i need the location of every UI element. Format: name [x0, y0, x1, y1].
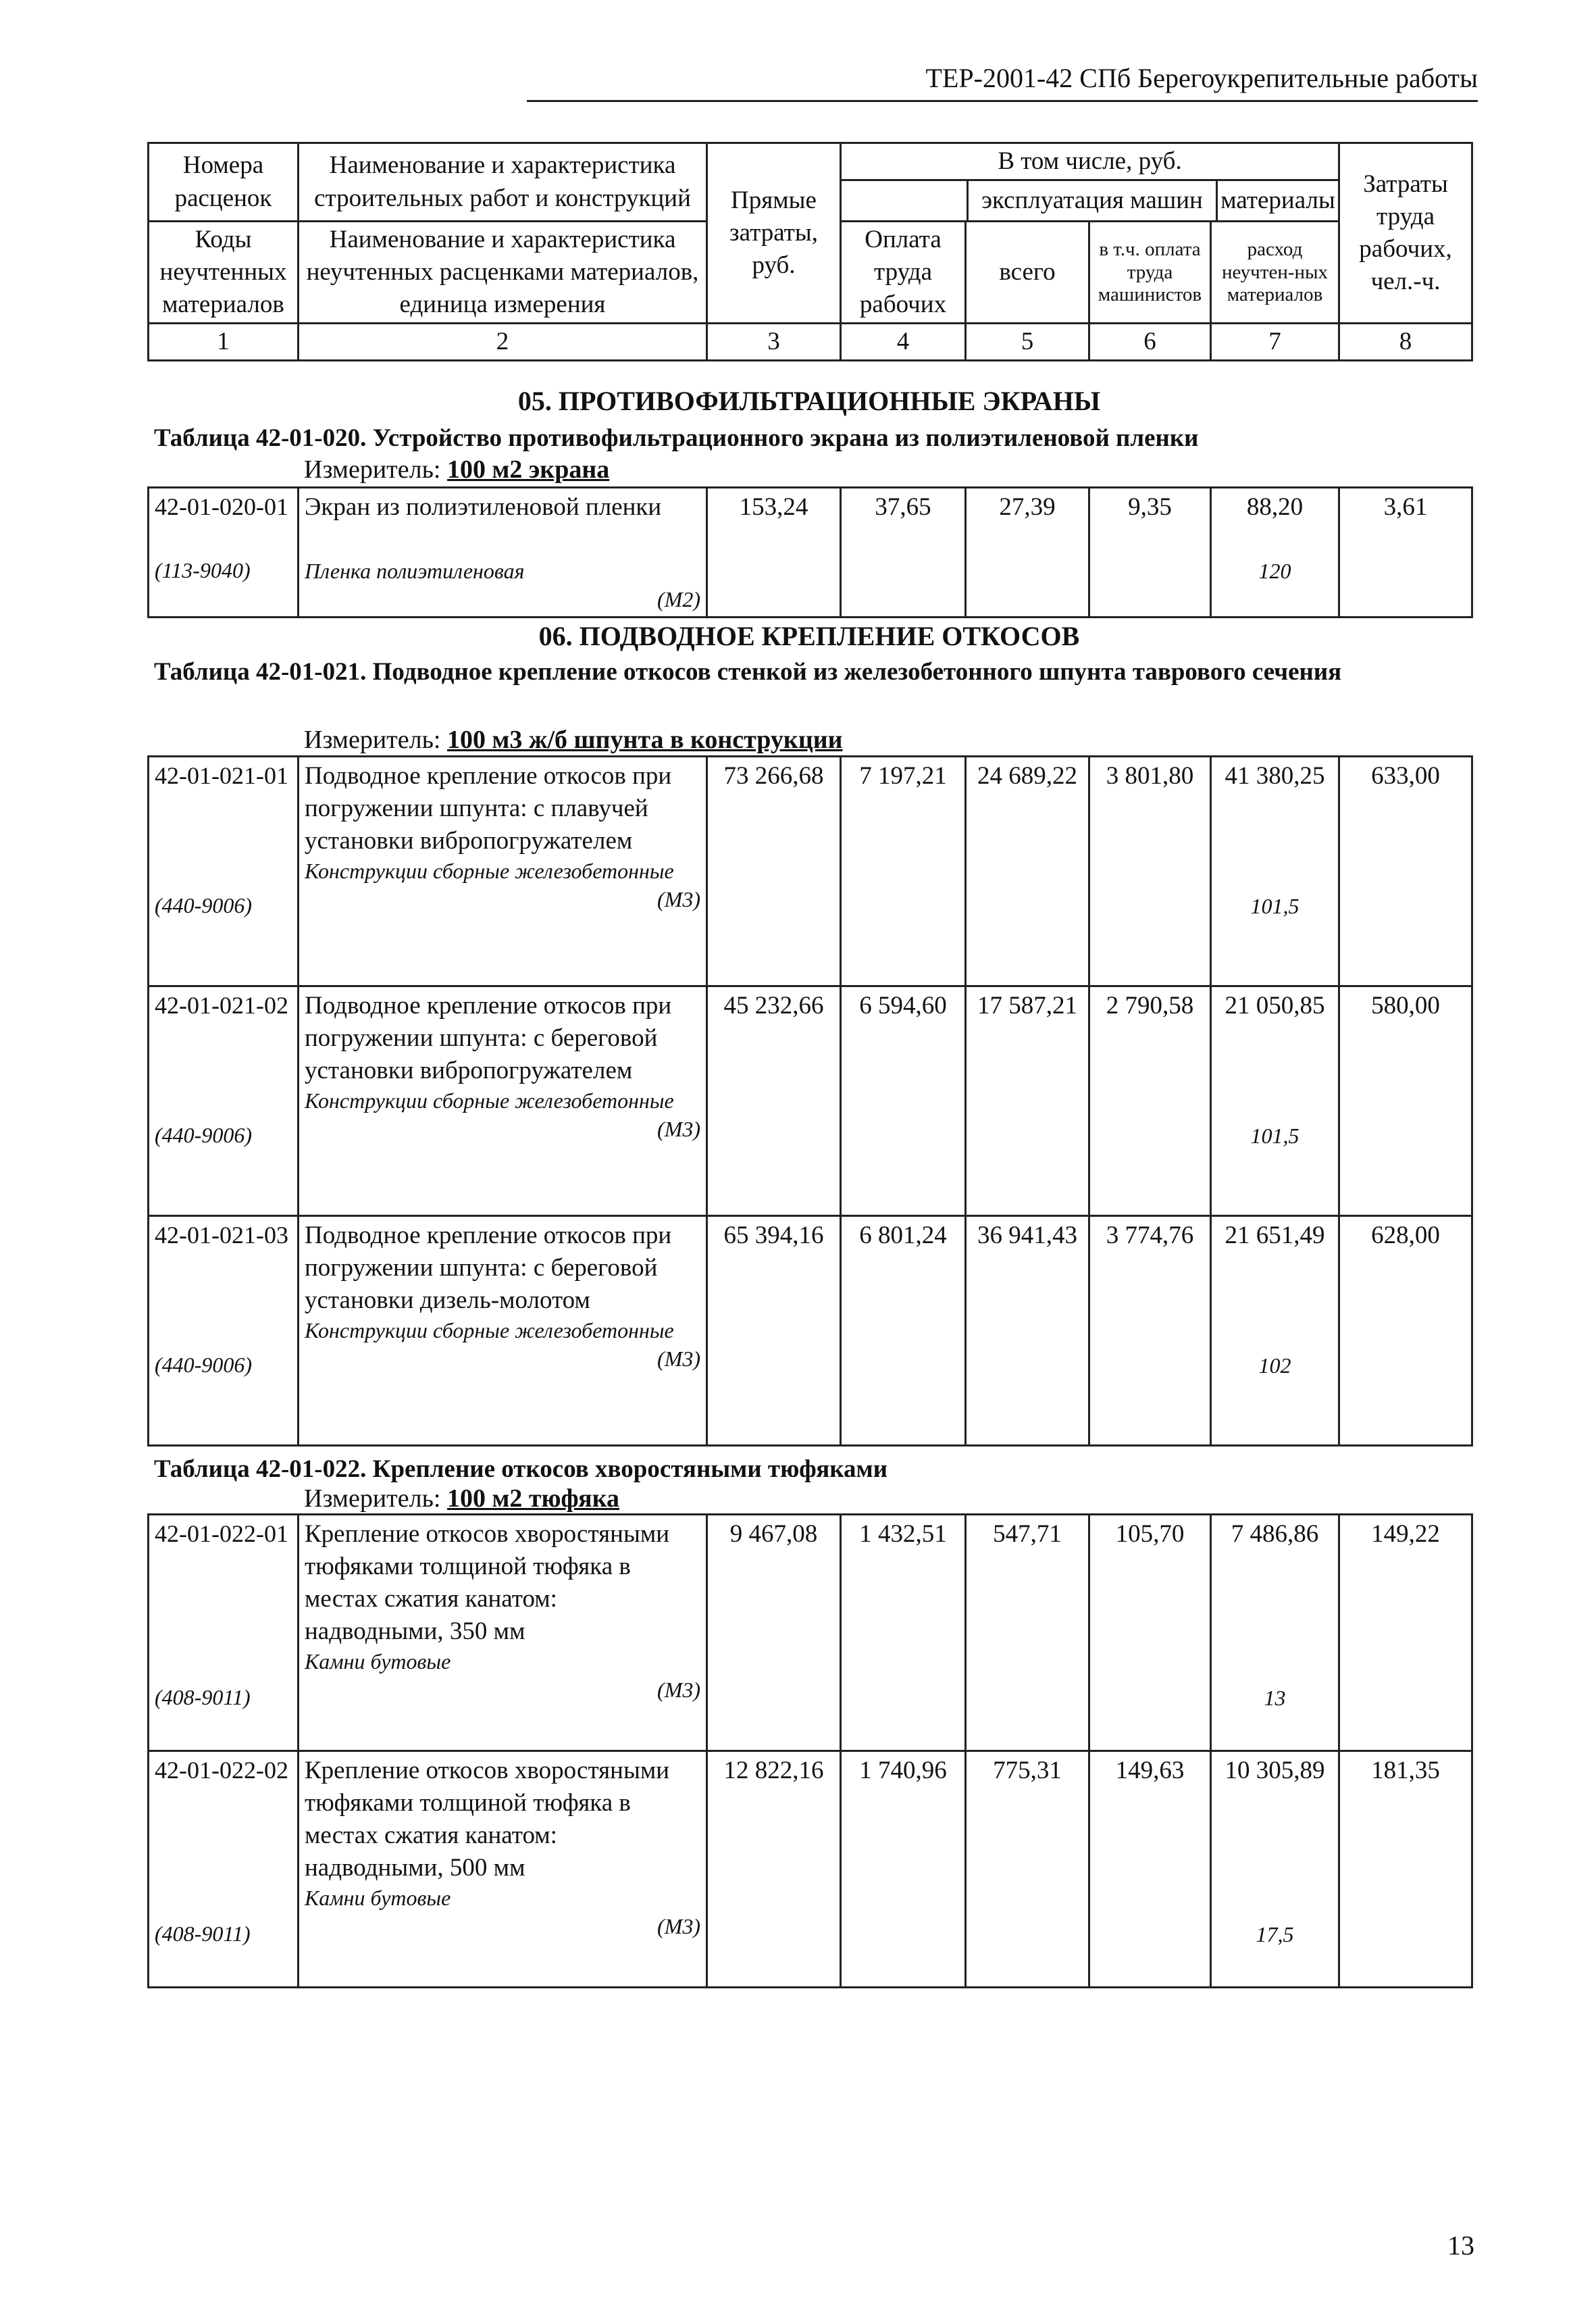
rate-code: 42-01-022-01 — [155, 1520, 288, 1547]
material-code: (408-9011) — [155, 1684, 251, 1709]
machine-cost: 547,71 — [966, 1515, 1089, 1751]
material-unit: (М2) — [657, 586, 700, 611]
operator-labor-cost: 105,70 — [1089, 1515, 1211, 1751]
material-unit: (М3) — [657, 886, 700, 911]
labor-cost: 6 801,24 — [841, 1216, 966, 1446]
operator-labor-cost: 149,63 — [1089, 1751, 1211, 1988]
table-title — [154, 420, 1437, 457]
table-title-text: Крепление откосов хворостяными тюфяками — [372, 1455, 888, 1483]
machines-header: эксплуатация машин — [967, 181, 1218, 220]
table-row — [149, 488, 1472, 618]
col-number: 6 — [1089, 324, 1211, 361]
direct-cost: 65 394,16 — [707, 1216, 841, 1446]
col-number: 8 — [1339, 324, 1472, 361]
table-title-text: Устройство противофильтрационного экрана из полиэтиленовой пленки — [372, 424, 1199, 452]
materials-cost: 88,20 — [1246, 493, 1304, 521]
materials-cost: 21 651,49 — [1225, 1222, 1325, 1249]
table-row — [149, 757, 1472, 986]
section-title: 05. ПРОТИВОФИЛЬТРАЦИОННЫЕ ЭКРАНЫ — [517, 386, 1101, 416]
code-cell — [149, 757, 299, 986]
col5-header: всего — [966, 222, 1089, 324]
table-row — [149, 1515, 1472, 1751]
table-row — [149, 986, 1472, 1216]
name-cell — [299, 757, 707, 986]
materials-cell — [1211, 488, 1339, 618]
table-title-number: Таблица 42-01-021. — [154, 658, 367, 686]
material-unit: (М3) — [657, 1677, 700, 1702]
table-42-01-020 — [147, 486, 1471, 618]
code-cell — [149, 986, 299, 1216]
materials-cost: 41 380,25 — [1225, 762, 1325, 790]
header-rule — [527, 100, 1478, 102]
direct-cost: 73 266,68 — [707, 757, 841, 986]
material-qty: 120 — [1258, 559, 1291, 584]
measure — [304, 455, 609, 484]
measure — [304, 725, 843, 755]
col-number: 5 — [966, 324, 1089, 361]
material-qty: 102 — [1258, 1353, 1291, 1378]
table-42-01-022 — [147, 1513, 1471, 1988]
material-name: Конструкции сборные железобетонные — [305, 1088, 674, 1113]
labor-hours: 149,22 — [1339, 1515, 1472, 1751]
col-number: 3 — [707, 324, 841, 361]
material-code: (440-9006) — [155, 1122, 252, 1147]
name-cell — [299, 1216, 707, 1446]
rate-code: 42-01-021-03 — [155, 1222, 288, 1249]
labor-hours: 580,00 — [1339, 986, 1472, 1216]
material-qty: 101,5 — [1250, 894, 1299, 919]
name-cell — [299, 986, 707, 1216]
rate-name: Подводное крепление откосов при погружении шпунта: с береговой установки вибропогружателем — [305, 992, 672, 1085]
material-unit: (М3) — [657, 1346, 700, 1371]
measure-label: Измеритель: — [304, 726, 441, 754]
material-unit: (М3) — [657, 1913, 700, 1938]
material-code: (440-9006) — [155, 892, 252, 917]
material-name: Конструкции сборные железобетонные — [305, 1318, 674, 1343]
incl-group — [841, 143, 1339, 222]
rate-name: Подводное крепление откосов при погружении шпунта: с береговой установки дизель-молотом — [305, 1222, 672, 1315]
col1-header-b: Коды неучтенных материалов — [149, 222, 299, 324]
col1-header-a: Номера расценок — [149, 143, 299, 222]
measure-value: 100 м2 экрана — [447, 455, 610, 484]
material-code: (440-9006) — [155, 1352, 252, 1377]
code-cell — [149, 1515, 299, 1751]
incl-header: В том числе, руб. — [842, 144, 1338, 181]
material-code: (113-9040) — [155, 557, 251, 582]
col-number: 2 — [299, 324, 707, 361]
code-cell — [149, 488, 299, 618]
material-name: Пленка полиэтиленовая — [305, 559, 525, 584]
materials-cost: 10 305,89 — [1225, 1757, 1325, 1784]
machine-cost: 36 941,43 — [966, 1216, 1089, 1446]
material-name: Камни бутовые — [305, 1886, 451, 1911]
machine-cost: 24 689,22 — [966, 757, 1089, 986]
rate-name: Экран из полиэтиленовой пленки — [305, 493, 662, 521]
col-number: 4 — [841, 324, 966, 361]
direct-cost: 153,24 — [707, 488, 841, 618]
labor-cost: 1 740,96 — [841, 1751, 966, 1988]
measure-label: Измеритель: — [304, 455, 441, 484]
table-title-number: Таблица 42-01-022. — [154, 1455, 367, 1483]
col2-header-a: Наименование и характеристика строительных работ и конструкций — [299, 143, 707, 222]
material-qty: 17,5 — [1256, 1922, 1294, 1947]
direct-cost: 45 232,66 — [707, 986, 841, 1216]
col7-header: расход неучтен-ных материалов — [1211, 222, 1339, 324]
measure-label: Измеритель: — [304, 1484, 441, 1513]
page-number: 13 — [1447, 2230, 1474, 2261]
code-cell — [149, 1216, 299, 1446]
materials-cell — [1211, 757, 1339, 986]
material-code: (408-9011) — [155, 1921, 251, 1946]
rate-code: 42-01-021-02 — [155, 992, 288, 1019]
rate-name: Крепление откосов хворостяными тюфяками толщиной тюфяка в местах сжатия канатом: надводными, 350 мм — [305, 1520, 670, 1646]
col2-header-b: Наименование и характеристика неучтенных расценками материалов, единица измерения — [299, 222, 707, 324]
section-title: 06. ПОДВОДНОЕ КРЕПЛЕНИЕ ОТКОСОВ — [538, 621, 1080, 651]
labor-cost: 7 197,21 — [841, 757, 966, 986]
labor-hours: 3,61 — [1339, 488, 1472, 618]
col6-header: в т.ч. оплата труда машинистов — [1089, 222, 1211, 324]
col3-header: Прямые затраты, руб. — [707, 143, 841, 324]
material-name: Конструкции сборные железобетонные — [305, 859, 674, 884]
direct-cost: 12 822,16 — [707, 1751, 841, 1988]
material-name: Камни бутовые — [305, 1649, 451, 1674]
materials-cell — [1211, 1751, 1339, 1988]
material-qty: 13 — [1264, 1686, 1286, 1711]
machine-cost: 27,39 — [966, 488, 1089, 618]
operator-labor-cost: 2 790,58 — [1089, 986, 1211, 1216]
table-42-01-021 — [147, 755, 1471, 1447]
name-cell — [299, 488, 707, 618]
code-cell — [149, 1751, 299, 1988]
table-title-number: Таблица 42-01-020. — [154, 424, 367, 452]
materials-header: материалы — [1220, 186, 1335, 215]
table-title — [154, 1451, 1437, 1488]
col8-header: Затраты труда рабочих, чел.-ч. — [1339, 143, 1472, 324]
col-number: 1 — [149, 324, 299, 361]
labor-cost: 37,65 — [841, 488, 966, 618]
machine-cost: 17 587,21 — [966, 986, 1089, 1216]
material-unit: (М3) — [657, 1116, 700, 1141]
column-header — [147, 142, 1471, 361]
materials-cost: 7 486,86 — [1231, 1520, 1319, 1548]
materials-cell — [1211, 986, 1339, 1216]
machine-cost: 775,31 — [966, 1751, 1089, 1988]
rate-code: 42-01-020-01 — [155, 493, 288, 520]
rate-code: 42-01-022-02 — [155, 1757, 288, 1784]
rate-code: 42-01-021-01 — [155, 762, 288, 789]
labor-hours: 633,00 — [1339, 757, 1472, 986]
table-title-text: Подводное крепление откосов стенкой из железобетонного шпунта таврового сечения — [372, 658, 1342, 686]
table-row — [149, 1216, 1472, 1446]
running-header: ТЕР-2001-42 СПб Берегоукрепительные работы — [925, 63, 1478, 93]
materials-cost: 21 050,85 — [1225, 992, 1325, 1020]
labor-cost: 1 432,51 — [841, 1515, 966, 1751]
operator-labor-cost: 3 774,76 — [1089, 1216, 1211, 1446]
col4-header: Оплата труда рабочих — [841, 222, 966, 324]
measure-value: 100 м2 тюфяка — [447, 1484, 620, 1513]
table-row — [149, 1751, 1472, 1988]
direct-cost: 9 467,08 — [707, 1515, 841, 1751]
rate-name: Подводное крепление откосов при погружении шпунта: с плавучей установки вибропогружателем — [305, 762, 672, 855]
materials-cell — [1211, 1515, 1339, 1751]
material-qty: 101,5 — [1250, 1124, 1299, 1149]
name-cell — [299, 1515, 707, 1751]
labor-cost: 6 594,60 — [841, 986, 966, 1216]
col-number: 7 — [1211, 324, 1339, 361]
rate-name: Крепление откосов хворостяными тюфяками толщиной тюфяка в местах сжатия канатом: надводными, 500 мм — [305, 1757, 670, 1882]
materials-cell — [1211, 1216, 1339, 1446]
measure-value: 100 м3 ж/б шпунта в конструкции — [447, 726, 843, 754]
measure — [304, 1484, 619, 1513]
name-cell — [299, 1751, 707, 1988]
labor-hours: 181,35 — [1339, 1751, 1472, 1988]
table-title — [154, 654, 1437, 690]
labor-hours: 628,00 — [1339, 1216, 1472, 1446]
operator-labor-cost: 9,35 — [1089, 488, 1211, 618]
operator-labor-cost: 3 801,80 — [1089, 757, 1211, 986]
